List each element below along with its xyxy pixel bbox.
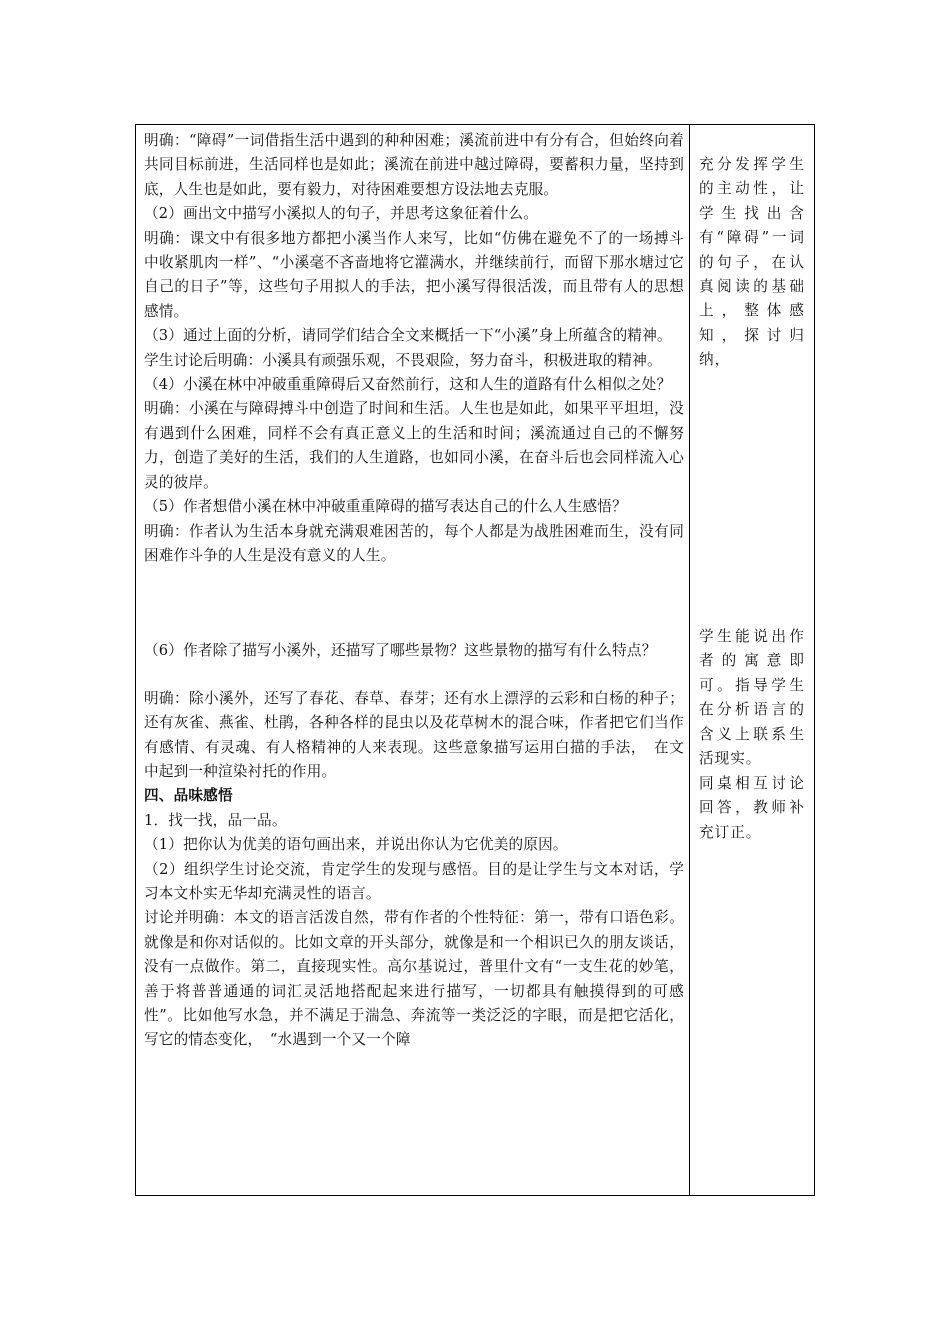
side-note-3: 同桌相互讨论回答，教师补充订正。 bbox=[699, 775, 805, 841]
answer-paragraph-2: 明确：课文中有很多地方都把小溪当作人来写，比如“仿佛在避免不了的一场搏斗中收紧肌肉一样”、“小溪毫不吝啬地将它灌满水，并继续前行，而留下那水塘过它自己的日子”等，这些句子用拟人的手法，把小溪写得很活泼，而且带有人的思想感情。 bbox=[144, 229, 684, 320]
blank-space bbox=[144, 664, 684, 687]
question-2: （2）画出文中描写小溪拟人的句子，并思考这象征着什么。 bbox=[144, 205, 539, 223]
main-content-cell bbox=[144, 129, 684, 1053]
column-divider bbox=[689, 125, 690, 1195]
task-1: 1．找一找，品一品。 bbox=[144, 811, 287, 829]
question-4: （4）小溪在林中冲破重重障碍后又奋然前行，这和人生的道路有什么相似之处？ bbox=[144, 376, 672, 394]
answer-paragraph-5: 明确：作者认为生活本身就充满艰难困苦的，每个人都是为战胜困难而生，没有同困难作斗争的人生是没有意义的人生。 bbox=[144, 522, 684, 564]
question-5: （5）作者想借小溪在林中冲破重重障碍的描写表达自己的什么人生感悟？ bbox=[144, 498, 627, 516]
section-heading: 四、品味感悟 bbox=[144, 787, 233, 805]
answer-paragraph-1: 明确：“障碍”一词借指生活中遇到的种种困难；溪流前进中有分有合，但始终向着共同目标前进，生活同样也是如此；溪流在前进中越过障碍，要蓄积力量，坚持到底，人生也是如此，要有毅力，对待困难要想方设法地去克服。 bbox=[144, 132, 684, 198]
task-1-step-2: （2）组织学生讨论交流，肯定学生的发现与感悟。目的是让学生与文本对话，学习本文朴实无华却充满灵性的语言。 bbox=[144, 860, 684, 902]
side-note-2: 学生能说出作者的寓意即可。指导学生在分析语言的含义上联系生活现实。 bbox=[699, 628, 805, 768]
answer-paragraph-3: 学生讨论后明确：小溪具有顽强乐观，不畏艰险，努力奋斗，积极进取的精神。 bbox=[144, 351, 662, 369]
discussion-paragraph: 讨论并明确：本文的语言活泼自然，带有作者的个性特征：第一，带有口语色彩。就像是和你对话似的。比如文章的开头部分，就像是和一个相识已久的朋友谈话，没有一点做作。第二，直接现实性。高尔基说过，普里什文有“一支生花的妙笔，善于将普普通通的词汇灵活地搭配起来进行描写，一切都具有触摸得到的可感性”。比如他写水急，并不满足于湍急、奔流等一类泛泛的字眼，而是把它活化，写它的情态变化， “水遇到一个又一个障 bbox=[144, 909, 684, 1049]
answer-paragraph-4: 明确：小溪在与障碍搏斗中创造了时间和生活。人生也是如此，如果平平坦坦，没有遇到什么困难，同样不会有真正意义上的生活和时间；溪流通过自己的不懈努力，创造了美好的生活，我们的人生道路，也如同小溪，在奋斗后也会同样流入心灵的彼岸。 bbox=[144, 400, 684, 491]
answer-paragraph-6: 明确：除小溪外，还写了春花、春草、春芽；还有水上漂浮的云彩和白杨的种子；还有灰雀、燕雀、杜鹃，各种各样的昆虫以及花草树木的混合味，作者把它们当作有感情、有灵魂、有人格精神的人来表现。这些意象描写运用白描的手法， 在文中起到一种渲染衬托的作用。 bbox=[144, 689, 684, 780]
question-6: （6）作者除了描写小溪外，还描写了哪些景物？这些景物的描写有什么特点？ bbox=[144, 642, 657, 660]
lesson-plan-table bbox=[135, 124, 815, 1196]
side-note-1: 充分发挥学生的主动性，让学生找出含有“障碍”一词的句子，在认真阅读的基础上，整体感知，探讨归纳， bbox=[699, 156, 805, 369]
task-1-step-1: （1）把你认为优美的语句画出来，并说出你认为它优美的原因。 bbox=[144, 836, 568, 854]
blank-space bbox=[144, 568, 684, 639]
question-3: （3）通过上面的分析，请同学们结合全文来概括一下“小溪”身上所蕴含的精神。 bbox=[144, 327, 672, 345]
